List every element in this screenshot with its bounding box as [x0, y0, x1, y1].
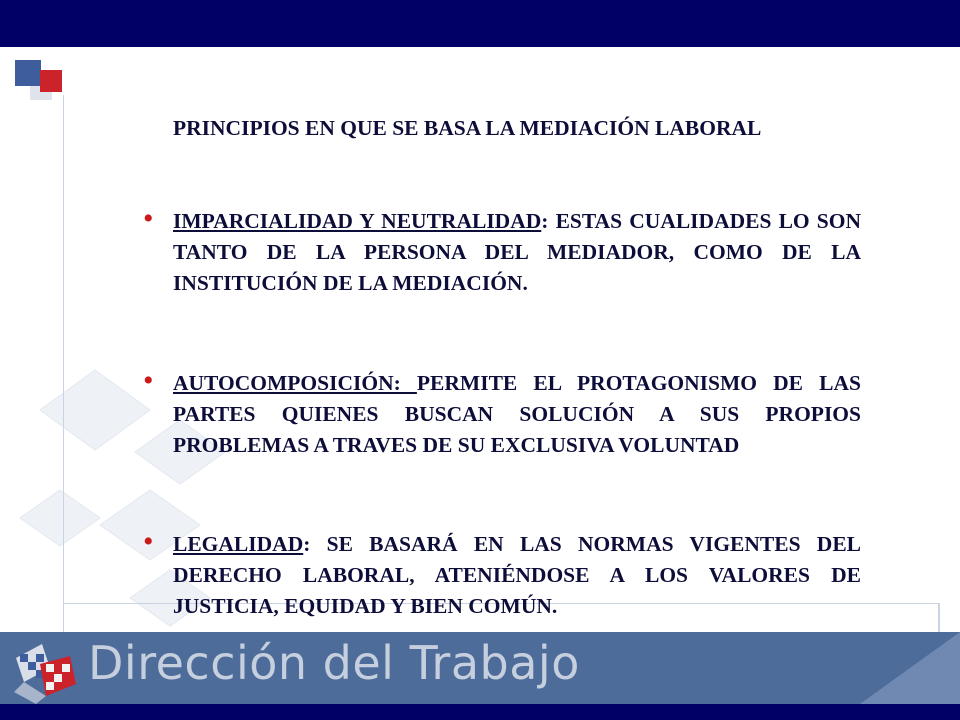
footer-swoosh: [820, 632, 960, 704]
bullet-separator: :: [303, 532, 311, 556]
slide-heading: PRINCIPIOS EN QUE SE BASA LA MEDIACIÓN LABORAL: [173, 116, 762, 140]
bullet-term: IMPARCIALIDAD Y NEUTRALIDAD: [173, 209, 542, 233]
bullet-dot-icon: •: [143, 525, 154, 558]
bullet-item-legalidad: [143, 525, 861, 622]
bullet-text: [173, 529, 861, 622]
bullet-separator: :: [541, 209, 549, 233]
checkered-flag-cube-logo: [6, 634, 86, 706]
bullet-term: AUTOCOMPOSICIÓN:: [173, 371, 417, 395]
bullet-body: ESTAS CUALIDADES LO SON TANTO DE LA PERSONA DEL MEDIADOR, COMO DE LA INSTITUCIÓN DE LA MEDIACIÓN.: [173, 209, 861, 295]
bullet-text: [173, 206, 861, 299]
bullet-dot-icon: •: [143, 202, 154, 235]
footer-brand-name: Dirección del Trabajo: [88, 636, 580, 690]
bullet-term: LEGALIDAD: [173, 532, 304, 556]
bullet-dot-icon: •: [143, 364, 154, 397]
bullet-body: PERMITE EL PROTAGONISMO DE LAS PARTES QUIENES BUSCAN SOLUCIÓN A SUS PROPIOS PROBLEMAS A TRAVES DE SU EXCLUSIVA VOLUNTAD: [173, 371, 861, 457]
bottom-strip: [0, 704, 960, 720]
bullet-text: [173, 368, 861, 461]
bullet-item-imparcialidad: [143, 202, 861, 299]
bullet-item-autocomposicion: [143, 364, 861, 461]
bullet-body: SE BASARÁ EN LAS NORMAS VIGENTES DEL DERECHO LABORAL, ATENIÉNDOSE A LOS VALORES DE JUSTICIA, EQUIDAD Y BIEN COMÚN.: [173, 532, 861, 618]
